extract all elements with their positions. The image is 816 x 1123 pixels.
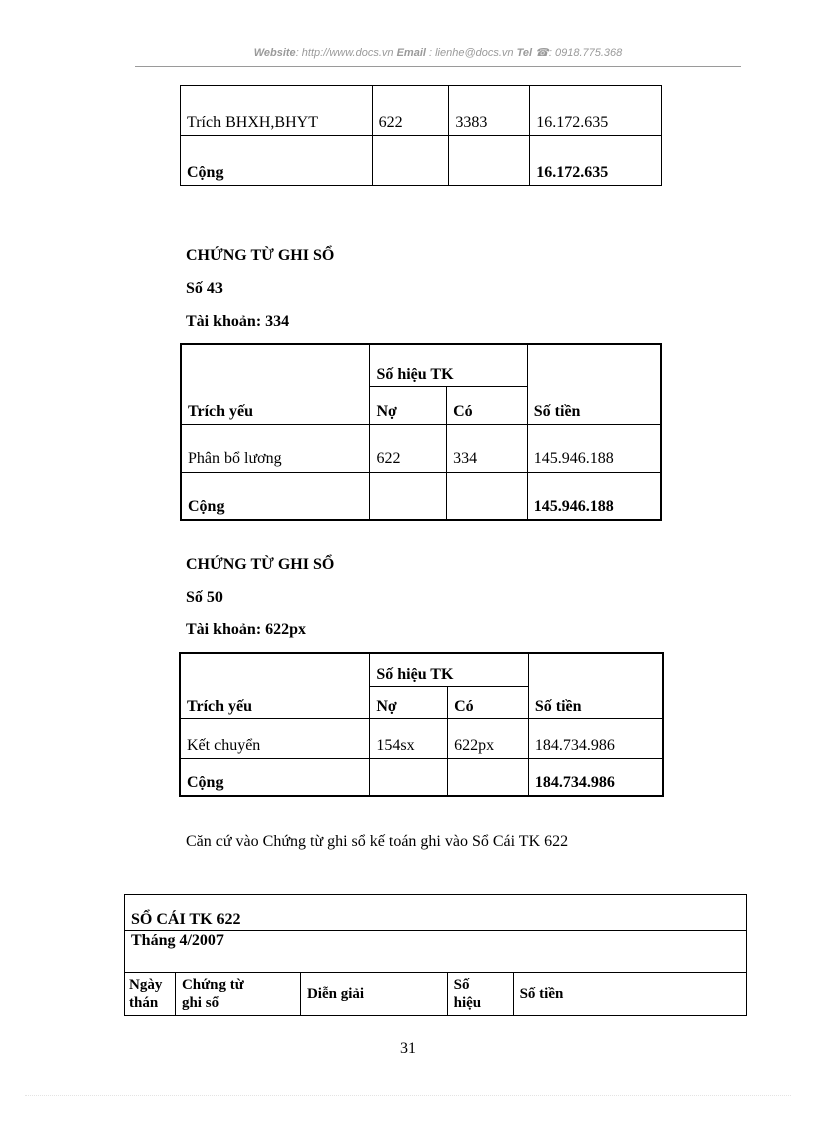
header-voucher [175, 973, 300, 1016]
tel-value: ☎: 0918.775.368 [535, 47, 623, 59]
header-account-group: Số hiệu TK [370, 344, 527, 386]
header-voucher-line1 [182, 976, 290, 994]
table-row [181, 424, 661, 472]
header-account-group: Số hiệu TK [370, 653, 529, 686]
cell-desc: Trích BHXH,BHYT [181, 86, 373, 136]
section-title: CHỨNG TỪ GHI SỔ [186, 556, 335, 573]
cell-credit: 334 [447, 424, 528, 472]
header-debit: Nợ [370, 686, 448, 718]
cell-credit: 622px [448, 718, 529, 758]
ledger-title: SỔ CÁI TK 622 [125, 895, 747, 931]
cell-debit: 622 [370, 424, 447, 472]
cell-debit: 154sx [370, 718, 448, 758]
ledger-month: Tháng 4/2007 [125, 931, 747, 973]
voucher-table-43 [180, 343, 662, 521]
account-label: Tài khoản: 622px [186, 621, 307, 638]
header-amount: Số tiền [528, 653, 663, 718]
header-amount: Số tiền [527, 344, 661, 424]
voucher-number: Số 50 [186, 589, 223, 606]
cell-desc: Phân bổ lương [181, 424, 370, 472]
header-desc: Trích yếu [181, 344, 370, 424]
section-title: CHỨNG TỪ GHI SỔ [186, 247, 335, 264]
website-label: Website [253, 47, 296, 59]
tel-label: Tel [516, 47, 533, 59]
total-amount: 184.734.986 [528, 758, 663, 796]
total-amount: 16.172.635 [530, 136, 662, 186]
website-value: : http://www.docs.vn [295, 47, 394, 59]
email-label: Email [396, 47, 426, 59]
table-row [180, 718, 663, 758]
total-label: Cộng [180, 758, 370, 796]
header-description: Diễn giải [300, 973, 447, 1016]
header-ref [447, 973, 513, 1016]
header-desc: Trích yếu [180, 653, 370, 718]
voucher-table-continued [180, 85, 662, 186]
account-label: Tài khoản: 334 [186, 313, 290, 330]
cell-desc: Kết chuyển [180, 718, 370, 758]
header-voucher-text: Chứng từ [181, 977, 244, 993]
cell-debit: 622 [372, 86, 449, 136]
table-row-total [181, 136, 662, 186]
cell-credit: 3383 [449, 86, 530, 136]
page-header [135, 46, 741, 59]
total-label: Cộng [181, 472, 370, 520]
total-amount: 145.946.188 [527, 472, 661, 520]
voucher-table-50 [179, 652, 664, 797]
header-date: Ngày thán [125, 973, 176, 1016]
body-paragraph: Căn cứ vào Chứng từ ghi sổ kế toán ghi vào Sổ Cái TK 622 [186, 833, 569, 850]
total-label: Cộng [181, 136, 373, 186]
table-row [181, 86, 662, 136]
ledger-table [124, 894, 747, 1016]
cell-amount: 16.172.635 [530, 86, 662, 136]
header-ref-line2: hiệu [453, 995, 482, 1011]
table-row-total [180, 758, 663, 796]
header-amount: Số tiền [513, 973, 746, 1016]
header-credit: Có [447, 386, 528, 424]
table-row-total [181, 472, 661, 520]
footer-divider [25, 1095, 791, 1096]
header-divider [135, 66, 741, 67]
page-number: 31 [400, 1040, 416, 1057]
cell-amount: 184.734.986 [528, 718, 663, 758]
header-debit: Nợ [370, 386, 447, 424]
header-credit: Có [448, 686, 529, 718]
email-value: : lienhe@docs.vn [429, 47, 514, 59]
cell-amount: 145.946.188 [527, 424, 661, 472]
voucher-number: Số 43 [186, 280, 223, 297]
header-ref-line1: Số [453, 977, 470, 993]
header-voucher-line2: ghi sổ [181, 995, 220, 1011]
